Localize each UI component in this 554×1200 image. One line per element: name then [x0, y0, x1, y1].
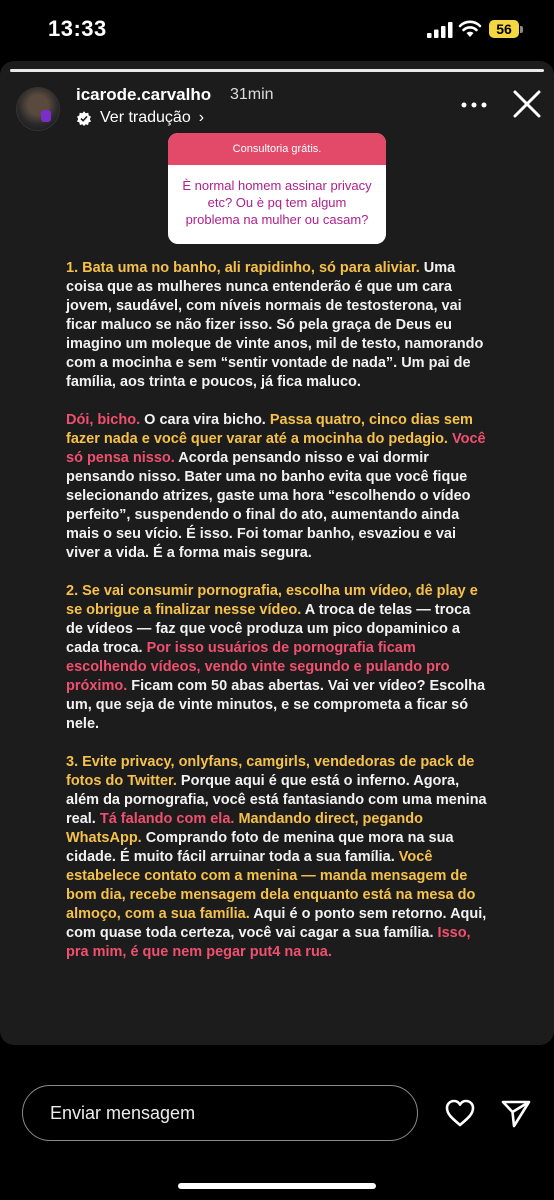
story-body-text: [66, 259, 490, 981]
signal-icon: [427, 22, 453, 38]
home-indicator: [178, 1183, 376, 1189]
status-time: 13:33: [48, 16, 107, 41]
text-run: Tá falando com ela.: [99, 811, 235, 827]
more-icon[interactable]: [461, 101, 487, 109]
text-run: Você estabelece contato com a menina — manda mensagem de bom dia, recebe mensagem dela enquanto está na mesa do almoço, com a sua família.: [66, 849, 476, 922]
text-run: Você só pensa nisso.: [66, 431, 486, 466]
status-bar: [0, 0, 554, 60]
chevron-right-icon: ›: [198, 109, 205, 126]
question-sticker[interactable]: [168, 133, 386, 244]
text-run: Uma coisa que as mulheres nunca entenderão é que um cara jovem, saudável, com níveis normais de testosterona, vai ficar maluco se não fizer isso. Só pela graça de Deus eu imagino um moleque de vinte anos, mil de testo, namorando com a mocinha e sem “sentir vontade de nada”. Um pai de família, aos trinta e poucos, já fica maluco.: [66, 260, 484, 390]
text-run: Passa quatro, cinco dias sem fazer nada e você quer varar até a mocinha do pedagio.: [66, 412, 473, 447]
see-translation-label: Ver tradução: [100, 109, 191, 126]
translate-icon: [76, 110, 92, 126]
heart-icon[interactable]: [444, 1098, 476, 1128]
text-run: Comprando foto de menina que mora na sua cidade. É muito fácil arruinar toda a sua família.: [66, 830, 454, 865]
text-run: Por isso usuários de pornografia ficam escolhendo vídeos, vendo vinte segundo e pulando pro próximo.: [66, 640, 450, 694]
paragraph-4: [66, 753, 490, 962]
battery-icon: [489, 20, 523, 40]
text-run: Aqui é o ponto sem retorno. Aqui, com quase toda certeza, você vai cagar a sua família.: [66, 906, 487, 941]
story-view[interactable]: [0, 61, 554, 1045]
text-run: Ficam com 50 abas abertas. Vai ver vídeo? Escolha um, que seja de vinte minutos, e se comprometa a ficar só nele.: [66, 678, 486, 732]
wifi-icon: [458, 20, 482, 38]
question-sticker-text: È normal homem assinar privacy etc? Ou è pq tem algum problema na mulher ou casam?: [182, 178, 372, 227]
paragraph-1: [66, 259, 490, 392]
paragraph-2: [66, 411, 490, 563]
text-run: 2. Se vai consumir pornografia, escolha um vídeo, dê play e se obrigue a finalizar nesse vídeo.: [66, 583, 478, 618]
text-run: 1. Bata uma no banho, ali rapidinho, só para aliviar.: [66, 260, 420, 276]
text-run: Porque aqui é que está o inferno. Agora, além da pornografia, você está fantasiando com uma menina real.: [66, 773, 487, 827]
send-icon[interactable]: [500, 1098, 532, 1128]
paragraph-3: [66, 582, 490, 734]
close-icon[interactable]: [512, 89, 542, 119]
avatar[interactable]: [16, 87, 60, 131]
text-run: O cara vira bicho.: [140, 412, 270, 428]
text-run: Dói, bicho.: [66, 412, 141, 428]
battery-tip: [520, 26, 523, 33]
message-input[interactable]: Enviar mensagem: [22, 1085, 418, 1141]
text-run: Acorda pensando nisso e vai dormir pensando nisso. Bater uma no banho evita que você fique selecionando atrizes, gaste uma hora “escolhendo o vídeo perfeito”, suspendendo o final do ato, aumentando ainda mais o seu vício. É isso. Foi tomar banho, esvaziou e vai viver a vida. É a forma mais segura.: [66, 450, 471, 561]
battery-level: 56: [489, 20, 519, 38]
question-sticker-header: Consultoria grátis.: [168, 133, 386, 165]
text-run: A troca de telas — troca de vídeos — faz que você produza um pico dopaminico a cada troca.: [66, 602, 471, 656]
username[interactable]: icarode.carvalho: [76, 85, 212, 104]
text-run: 3. Evite privacy, onlyfans, camgirls, vendedoras de pack de fotos do Twitter.: [66, 754, 475, 789]
text-run: Mandando direct, pegando WhatsApp.: [66, 811, 423, 846]
text-run: Isso, pra mim, é que nem pegar put4 na rua.: [66, 925, 471, 960]
post-time: 31min: [230, 86, 274, 103]
story-progress-bar: [10, 69, 544, 72]
see-translation-link[interactable]: [76, 106, 204, 130]
reply-bar: [0, 1045, 554, 1200]
